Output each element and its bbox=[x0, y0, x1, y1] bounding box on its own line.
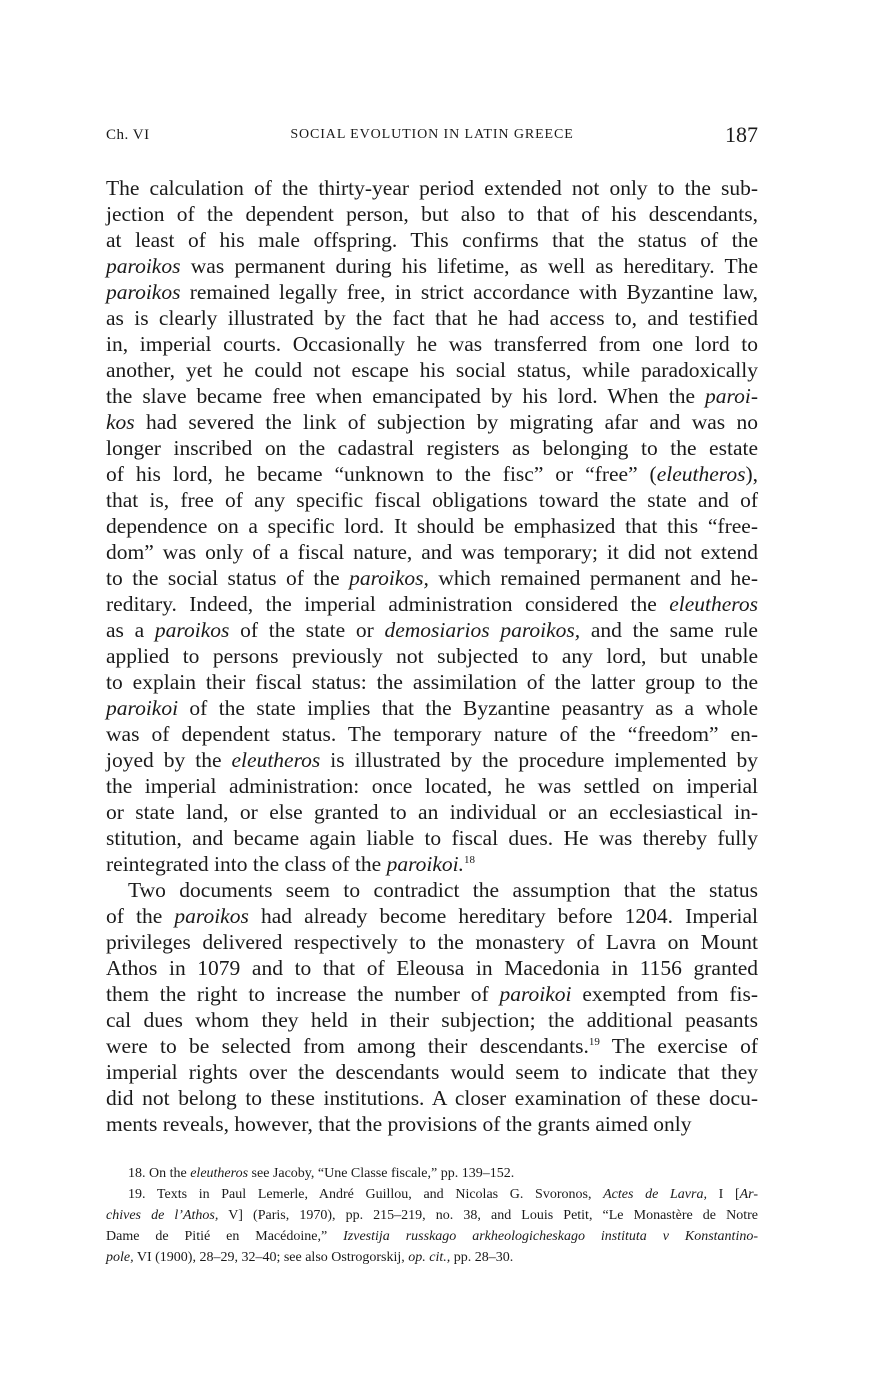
text-run: cal dues whom they held in their subjection; the additional peasants bbox=[106, 1008, 758, 1032]
text-run: them the right to increase the number of bbox=[106, 982, 500, 1006]
italic-term: paroikos bbox=[106, 254, 181, 278]
italic-term: eleutheros bbox=[669, 592, 758, 616]
text-run: joyed by the bbox=[106, 748, 232, 772]
text-line bbox=[106, 695, 758, 721]
text-line bbox=[106, 955, 758, 981]
footnote-ref: 19 bbox=[588, 1036, 600, 1048]
footnotes bbox=[106, 1163, 758, 1268]
text-run: longer inscribed on the cadastral registers as belonging to the estate bbox=[106, 436, 758, 460]
footnote bbox=[106, 1163, 758, 1184]
text-line bbox=[106, 1033, 758, 1059]
text-line bbox=[106, 357, 758, 383]
footnote-line bbox=[106, 1184, 758, 1205]
text-run: The calculation of the thirty-year period extended not only to the sub- bbox=[106, 176, 758, 200]
italic-term: paroi- bbox=[705, 384, 758, 408]
text-run: reintegrated into the class of the bbox=[106, 852, 387, 876]
footnote-line bbox=[106, 1205, 758, 1226]
text-run: Two documents seem to contradict the assumption that the status bbox=[128, 878, 758, 902]
text-line bbox=[106, 487, 758, 513]
text-run: of the bbox=[106, 904, 175, 928]
footnote bbox=[106, 1184, 758, 1268]
text-line bbox=[106, 643, 758, 669]
text-run: is illustrated by the procedure implemented by bbox=[320, 748, 758, 772]
footnote-line bbox=[106, 1247, 758, 1268]
body-text bbox=[106, 175, 758, 1137]
italic-term: paroikos bbox=[174, 904, 249, 928]
text-run: the slave became free when emancipated by his lord. When the bbox=[106, 384, 706, 408]
footnote-line bbox=[106, 1226, 758, 1247]
text-run: dom” was only of a fiscal nature, and was temporary; it did not extend bbox=[106, 540, 758, 564]
italic-term: pole, bbox=[106, 1250, 134, 1265]
italic-term: paroikoi. bbox=[386, 852, 465, 876]
text-line bbox=[106, 1007, 758, 1033]
text-run: privileges delivered respectively to the monastery of Lavra on Mount bbox=[106, 930, 758, 954]
text-line bbox=[106, 747, 758, 773]
text-line bbox=[106, 877, 758, 903]
text-line bbox=[106, 903, 758, 929]
italic-term: eleutheros bbox=[231, 748, 321, 772]
text-line bbox=[106, 851, 758, 877]
text-run: at least of his male offspring. This confirms that the status of the bbox=[106, 228, 758, 252]
footnote-ref: 18 bbox=[464, 854, 476, 866]
text-run: The exercise of bbox=[599, 1034, 759, 1058]
text-run: Athos in 1079 and to that of Eleousa in Macedonia in 1156 granted bbox=[106, 956, 758, 980]
italic-term: paroikoi bbox=[499, 982, 572, 1006]
text-run: applied to persons previously not subjected to any lord, but unable bbox=[106, 644, 758, 668]
italic-term: Actes de Lavra, bbox=[603, 1187, 707, 1202]
text-run: 18. On the bbox=[128, 1166, 191, 1181]
text-run: as is clearly illustrated by the fact that he had access to, and testified bbox=[106, 306, 758, 330]
text-run: had severed the link of subjection by migrating afar and was no bbox=[134, 410, 758, 434]
text-line bbox=[106, 331, 758, 357]
running-header bbox=[106, 122, 758, 150]
text-line bbox=[106, 591, 758, 617]
text-run: 19. Texts in Paul Lemerle, André Guillou, and Nicolas G. Svoronos, bbox=[128, 1187, 604, 1202]
text-run: was permanent during his lifetime, as well as hereditary. The bbox=[180, 254, 758, 278]
text-run: ments reveals, however, that the provisions of the grants aimed only bbox=[106, 1112, 692, 1136]
text-line bbox=[106, 825, 758, 851]
text-line bbox=[106, 461, 758, 487]
text-line bbox=[106, 227, 758, 253]
italic-term: eleutheros bbox=[190, 1166, 249, 1181]
italic-term: paroikoi bbox=[106, 696, 179, 720]
italic-term: op. cit., bbox=[408, 1250, 451, 1265]
text-run: reditary. Indeed, the imperial administration considered the bbox=[106, 592, 670, 616]
text-run: and the same rule bbox=[580, 618, 758, 642]
text-run: Dame de Pitié en Macédoine,” bbox=[106, 1229, 344, 1244]
page-number: 187 bbox=[725, 122, 758, 147]
running-title: SOCIAL EVOLUTION IN LATIN GREECE bbox=[290, 127, 574, 142]
text-run: to explain their fiscal status: the assimilation of the latter group to the bbox=[106, 670, 758, 694]
text-line bbox=[106, 1059, 758, 1085]
paragraph bbox=[106, 877, 758, 1137]
text-line bbox=[106, 773, 758, 799]
italic-term: paroikos bbox=[106, 280, 181, 304]
italic-term: paroikos bbox=[154, 618, 230, 642]
text-run: which remained permanent and he- bbox=[428, 566, 758, 590]
text-run: to the social status of the bbox=[106, 566, 350, 590]
text-run: exempted from fis- bbox=[571, 982, 758, 1006]
italic-term: kos bbox=[106, 410, 135, 434]
text-run: remained legally free, in strict accordance with Byzantine law, bbox=[180, 280, 758, 304]
text-run: jection of the dependent person, but also to that of his descendants, bbox=[106, 202, 758, 226]
footnote-line bbox=[106, 1163, 758, 1184]
text-run: stitution, and became again liable to fiscal dues. He was thereby fully bbox=[106, 826, 758, 850]
text-run: V] (Paris, 1970), pp. 215–219, no. 38, and Louis Petit, “Le Monastère de Notre bbox=[218, 1208, 758, 1223]
text-line bbox=[106, 279, 758, 305]
text-run: did not belong to these institutions. A closer examination of these docu- bbox=[106, 1086, 758, 1110]
text-line bbox=[106, 175, 758, 201]
text-line bbox=[106, 435, 758, 461]
text-run: of the state or bbox=[229, 618, 385, 642]
text-line bbox=[106, 383, 758, 409]
text-run: had already become hereditary before 1204. Imperial bbox=[248, 904, 758, 928]
text-run: ), bbox=[745, 462, 758, 486]
text-run: pp. 28–30. bbox=[450, 1250, 514, 1265]
text-line bbox=[106, 1111, 758, 1137]
paragraph bbox=[106, 175, 758, 877]
text-line bbox=[106, 305, 758, 331]
text-run: that is, free of any specific fiscal obligations toward the state and of bbox=[106, 488, 758, 512]
text-line bbox=[106, 669, 758, 695]
text-run: another, yet he could not escape his social status, while paradoxically bbox=[106, 358, 758, 382]
italic-term: eleutheros bbox=[656, 462, 746, 486]
text-run: I [ bbox=[706, 1187, 740, 1202]
italic-term: chives de l’Athos, bbox=[106, 1208, 219, 1223]
italic-term: Ar- bbox=[739, 1187, 759, 1202]
text-line bbox=[106, 981, 758, 1007]
text-run: or state land, or else granted to an individual or an ecclesiastical in- bbox=[106, 800, 758, 824]
text-line bbox=[106, 799, 758, 825]
italic-term: Izvestija russkago arkheologicheskago instituta v Konstantino- bbox=[343, 1229, 758, 1244]
text-line bbox=[106, 513, 758, 539]
text-line bbox=[106, 617, 758, 643]
text-line bbox=[106, 565, 758, 591]
text-line bbox=[106, 929, 758, 955]
text-line bbox=[106, 1085, 758, 1111]
text-run: imperial rights over the descendants would seem to indicate that they bbox=[106, 1060, 758, 1084]
text-run: were to be selected from among their descendants. bbox=[106, 1034, 589, 1058]
text-run: as a bbox=[106, 618, 155, 642]
text-run: was of dependent status. The temporary nature of the “freedom” en- bbox=[106, 722, 758, 746]
text-run: VI (1900), 28–29, 32–40; see also Ostrogorskij, bbox=[133, 1250, 409, 1265]
text-line bbox=[106, 253, 758, 279]
text-line bbox=[106, 539, 758, 565]
italic-term: demosiarios paroikos, bbox=[384, 618, 581, 642]
text-run: in, imperial courts. Occasionally he was transferred from one lord to bbox=[106, 332, 758, 356]
text-line bbox=[106, 201, 758, 227]
text-line bbox=[106, 721, 758, 747]
text-run: the imperial administration: once located, he was settled on imperial bbox=[106, 774, 758, 798]
text-run: of the state implies that the Byzantine peasantry as a whole bbox=[178, 696, 758, 720]
text-run: see Jacoby, “Une Classe fiscale,” pp. 139–152. bbox=[248, 1166, 515, 1181]
text-run: of his lord, he became “unknown to the fisc” or “free” ( bbox=[106, 462, 657, 486]
chapter-label: Ch. VI bbox=[106, 127, 150, 143]
text-run: dependence on a specific lord. It should be emphasized that this “free- bbox=[106, 514, 758, 538]
text-line bbox=[106, 409, 758, 435]
italic-term: paroikos, bbox=[349, 566, 429, 590]
